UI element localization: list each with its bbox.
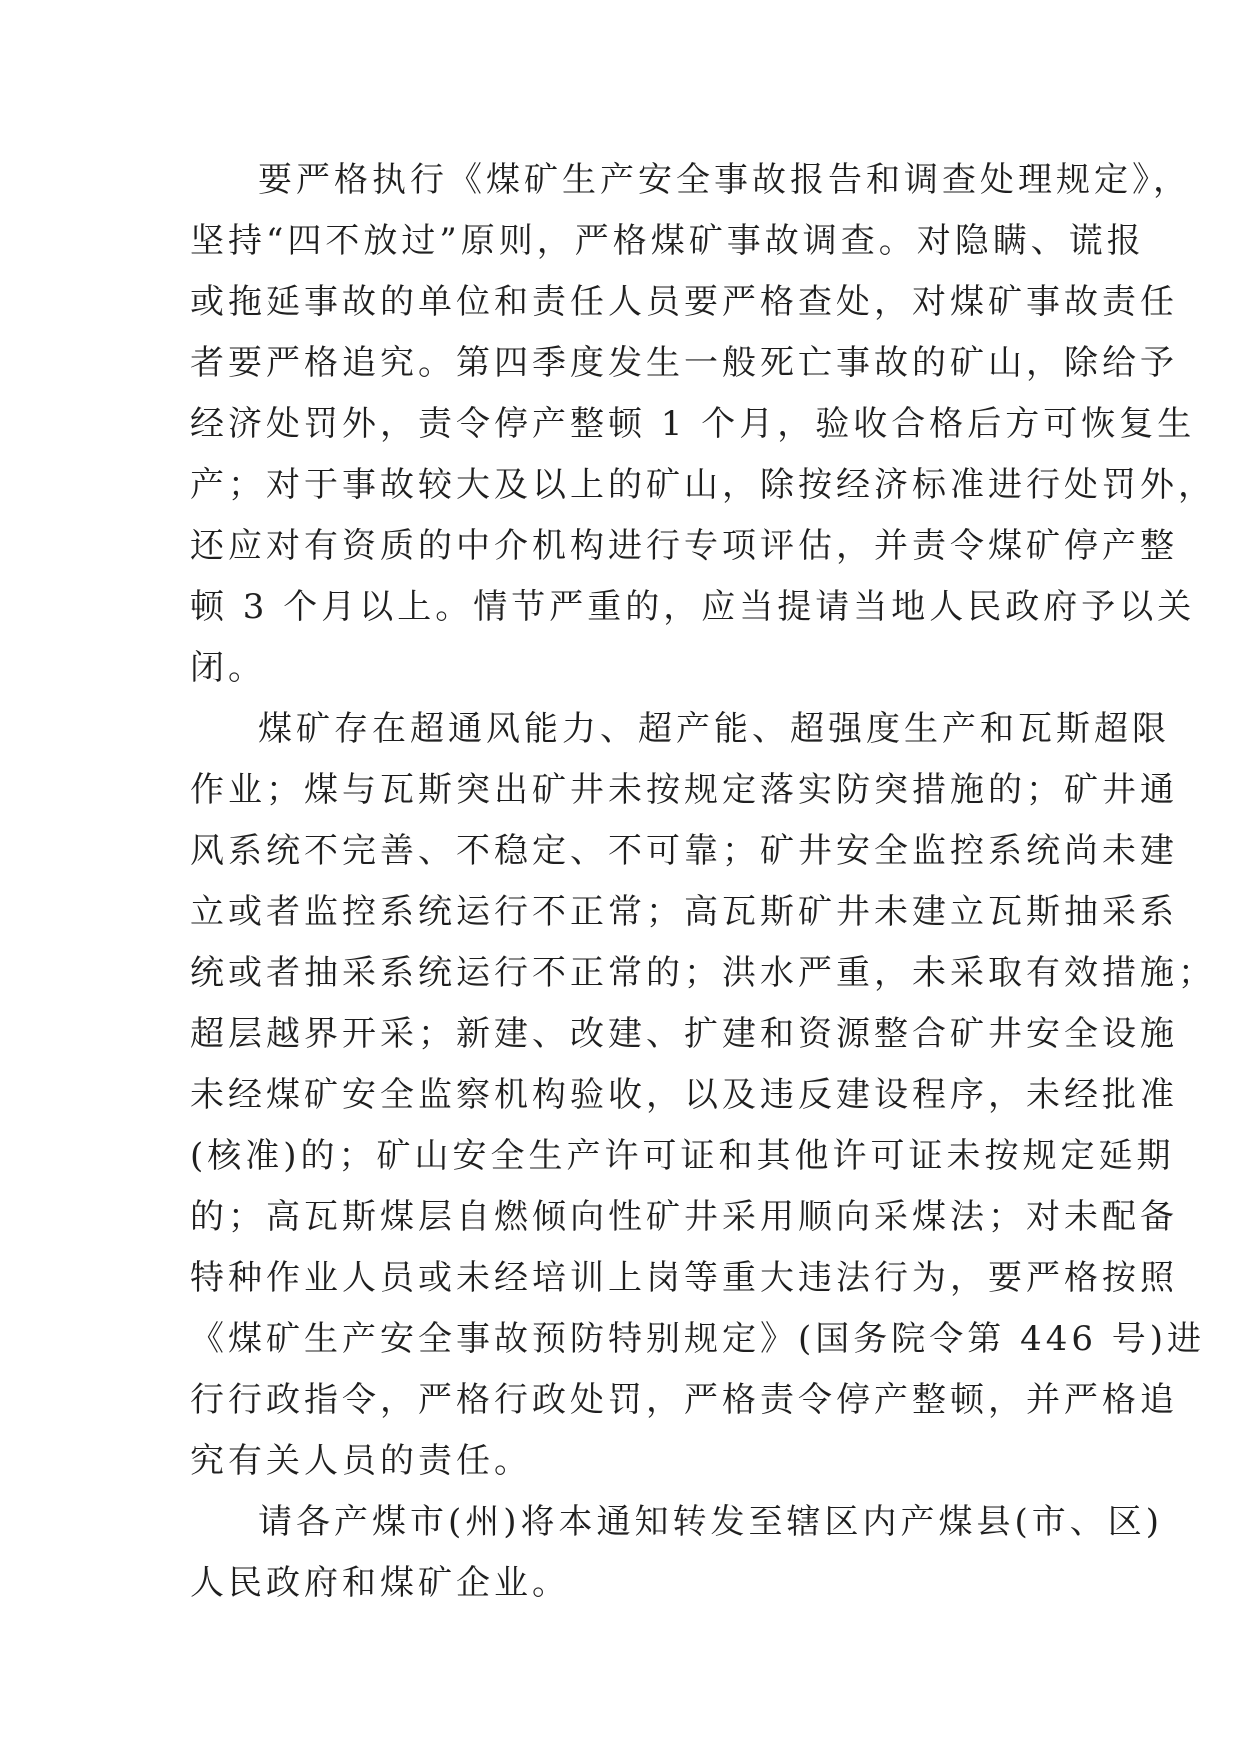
text-line: (核准)的；矿山安全生产许可证和其他许可证未按规定延期 <box>190 1136 1175 1176</box>
text-line: 产；对于事故较大及以上的矿山，除按经济标准进行处罚外， <box>190 465 1216 505</box>
paragraph-accident-investigation <box>190 150 1216 699</box>
text-line: 《煤矿生产安全事故预防特别规定》(国务院令第 446 号)进 <box>190 1319 1206 1359</box>
text-line: 风系统不完善、不稳定、不可靠；矿井安全监控系统尚未建 <box>190 831 1178 871</box>
text-line: 特种作业人员或未经培训上岗等重大违法行为，要严格按照 <box>190 1258 1178 1298</box>
text-line: 顿 3 个月以上。情节严重的，应当提请当地人民政府予以关 <box>190 587 1196 627</box>
text-line: 要严格执行《煤矿生产安全事故报告和调查处理规定》， <box>258 160 1191 200</box>
paragraph-violations <box>190 699 1216 1492</box>
text-line: 立或者监控系统运行不正常；高瓦斯矿井未建立瓦斯抽采系 <box>190 892 1178 932</box>
text-line: 究有关人员的责任。 <box>190 1441 532 1481</box>
text-line: 人民政府和煤矿企业。 <box>190 1563 570 1603</box>
text-line: 行行政指令，严格行政处罚，严格责令停产整顿，并严格追 <box>190 1380 1178 1420</box>
document-body <box>190 150 1216 1614</box>
text-line: 统或者抽采系统运行不正常的；洪水严重，未采取有效措施； <box>190 953 1216 993</box>
text-line: 的；高瓦斯煤层自燃倾向性矿井采用顺向采煤法；对未配备 <box>190 1197 1178 1237</box>
text-line: 未经煤矿安全监察机构验收，以及违反建设程序，未经批准 <box>190 1075 1178 1115</box>
text-line: 还应对有资质的中介机构进行专项评估，并责令煤矿停产整 <box>190 526 1178 566</box>
text-line: 经济处罚外，责令停产整顿 1 个月，验收合格后方可恢复生 <box>190 404 1196 444</box>
text-line: 超层越界开采；新建、改建、扩建和资源整合矿井安全设施 <box>190 1014 1178 1054</box>
text-line: 或拖延事故的单位和责任人员要严格查处，对煤矿事故责任 <box>190 282 1178 322</box>
paragraph-forwarding-notice <box>190 1492 1164 1614</box>
text-line: 作业；煤与瓦斯突出矿井未按规定落实防突措施的；矿井通 <box>190 770 1178 810</box>
text-line: 请各产煤市(州)将本通知转发至辖区内产煤县(市、区) <box>258 1502 1164 1542</box>
text-line: 者要严格追究。第四季度发生一般死亡事故的矿山，除给予 <box>190 343 1178 383</box>
text-line: 坚持“四不放过”原则，严格煤矿事故调查。对隐瞒、谎报 <box>190 221 1145 261</box>
text-line: 煤矿存在超通风能力、超产能、超强度生产和瓦斯超限 <box>258 709 1170 749</box>
text-line: 闭。 <box>190 648 266 688</box>
